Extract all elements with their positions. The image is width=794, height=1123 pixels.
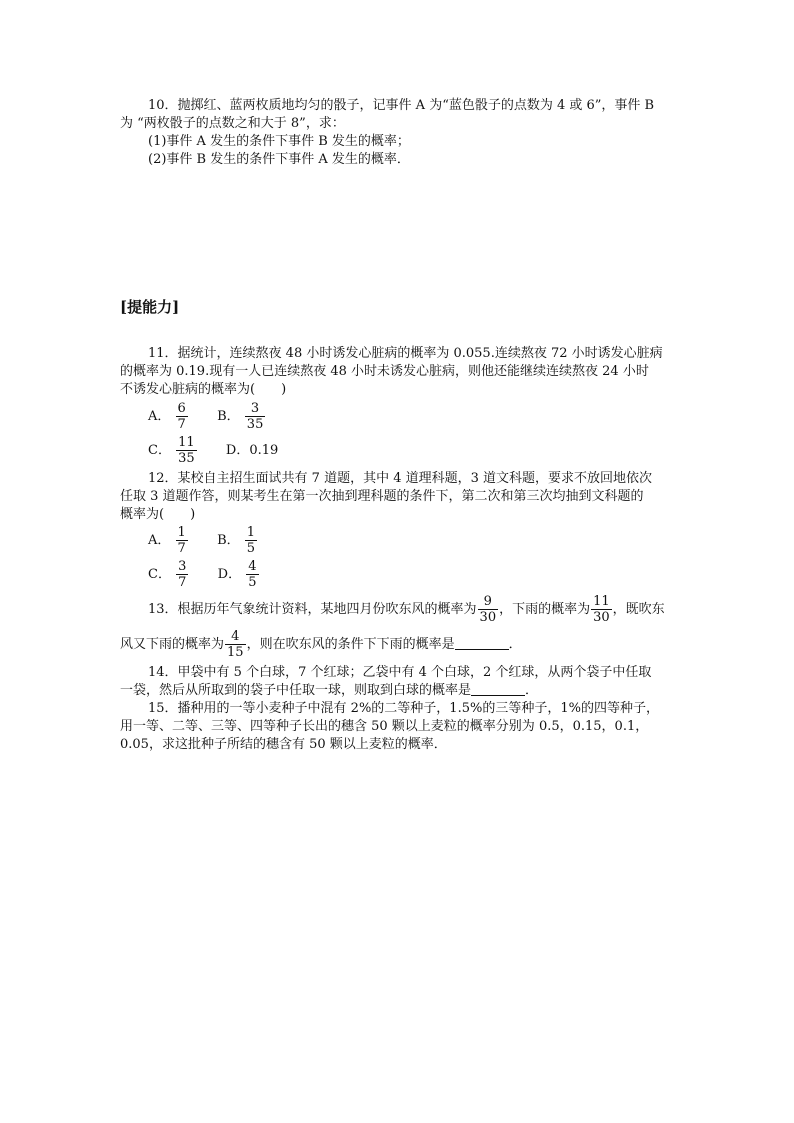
q14-line2 — [120, 682, 538, 700]
q13-f2-num: 11 — [593, 594, 610, 609]
q12-d-num: 4 — [248, 559, 257, 574]
q13-fraction-1 — [478, 594, 499, 625]
q12-option-b-fraction — [245, 525, 257, 556]
q15-line1: 15．播种用的一等小麦种子中混有 2%的二等种子，1.5%的三等种子，1%的四等种子， — [148, 701, 659, 716]
q13-f2-den: 30 — [593, 610, 610, 625]
q11-options-ab — [148, 401, 266, 432]
q13-part3: ，既吹东 — [612, 602, 665, 617]
q15-line2: 用一等、二等、三等、四等种子长出的穗含 50 颗以上麦粒的概率分别为 0.5，0.15，0.1， — [120, 719, 649, 734]
q11-b-den: 35 — [246, 417, 264, 432]
q11-line1: 11．据统计，连续熬夜 48 小时诱发心脏病的概率为 0.055.连续熬夜 72 小时诱发心脏病 — [148, 346, 663, 361]
q14-line2-text: 一袋，然后从所取到的袋子中任取一球，则取到白球的概率是 — [120, 683, 472, 698]
q11-options-cd — [148, 435, 278, 466]
q11-a-num: 6 — [177, 401, 186, 416]
q13-part1: 13．根据历年气象统计资料，某地四月份吹东风的概率为 — [148, 602, 477, 617]
q13-fraction-3 — [225, 629, 246, 660]
q12-option-a-fraction — [176, 525, 188, 556]
q13-line1 — [148, 594, 665, 625]
q13-f3-den: 15 — [227, 645, 244, 660]
q12-option-a-label: A． — [148, 533, 171, 548]
q13-part4: 风又下雨的概率为 — [120, 637, 225, 652]
q13-line2 — [120, 629, 522, 660]
q15-line3: 0.05，求这批种子所结的穗含有 50 颗以上麦粒的概率． — [120, 737, 447, 752]
q13-end: ． — [508, 637, 522, 652]
q10-line1: 10．抛掷红、蓝两枚质地均匀的骰子，记事件 A 为“蓝色骰子的点数为 4 或 6”，事件 B — [148, 98, 655, 113]
q12-option-c-fraction — [176, 559, 188, 590]
q12-c-num: 3 — [178, 559, 187, 574]
q12-d-den: 5 — [248, 575, 257, 590]
q12-options-cd — [148, 559, 260, 590]
q12-options-ab — [148, 525, 258, 556]
q10-sub2: (2)事件 B 发生的条件下事件 A 发生的概率． — [148, 152, 410, 167]
q11-line2: 的概率为 0.19.现有一人已连续熬夜 48 小时未诱发心脏病，则他还能继续连续熬夜 24 小时 — [120, 364, 649, 379]
q11-a-den: 7 — [177, 417, 186, 432]
q12-option-c-label: C． — [148, 567, 171, 582]
q11-c-den: 35 — [178, 451, 195, 466]
q12-c-den: 7 — [178, 575, 187, 590]
q12-line1: 12．某校自主招生面试共有 7 道题，其中 4 道理科题，3 道文科题，要求不放回地依次 — [148, 471, 653, 486]
q12-line3: 概率为( ) — [120, 507, 196, 522]
q12-option-d-label: D． — [217, 567, 242, 582]
q13-part5: ，则在吹东风的条件下下雨的概率是 — [246, 637, 455, 652]
q13-fraction-2 — [591, 594, 612, 625]
q13-answer-blank — [455, 637, 509, 650]
q14-end: ． — [525, 683, 539, 698]
q13-f1-den: 30 — [479, 610, 497, 625]
q11-line3: 不诱发心脏病的概率为( ) — [120, 382, 287, 397]
q11-c-num: 11 — [178, 435, 195, 450]
q11-option-b-label: B． — [217, 409, 240, 424]
q13-f3-num: 4 — [231, 629, 240, 644]
q12-a-num: 1 — [177, 525, 186, 540]
q14-line1: 14．甲袋中有 5 个白球，7 个红球；乙袋中有 4 个白球，2 个红球，从两个袋子中任取 — [148, 665, 652, 680]
q11-b-num: 3 — [250, 401, 260, 416]
q10-line2: 为 “两枚骰子的点数之和大于 8”，求： — [120, 116, 345, 131]
q13-part2: ，下雨的概率为 — [499, 602, 591, 617]
q10-sub1: (1)事件 A 发生的条件下事件 B 发生的概率； — [148, 134, 410, 149]
q11-option-a-label: A． — [148, 409, 171, 424]
q11-option-a-fraction — [176, 401, 188, 432]
q12-option-b-label: B． — [217, 533, 240, 548]
q11-option-c-fraction — [176, 435, 197, 466]
q13-f1-num: 9 — [483, 594, 492, 609]
q11-option-d: D．0.19 — [225, 443, 279, 458]
q12-line2: 任取 3 道题作答，则某考生在第一次抽到理科题的条件下，第二次和第三次均抽到文科题的 — [120, 489, 644, 504]
q14-answer-blank — [471, 683, 525, 696]
q11-option-c-label: C． — [148, 443, 171, 458]
q12-b-den: 5 — [246, 541, 256, 556]
q11-option-b-fraction — [245, 401, 266, 432]
q12-a-den: 7 — [177, 541, 186, 556]
q12-b-num: 1 — [246, 525, 256, 540]
q12-option-d-fraction — [246, 559, 258, 590]
section-heading: [提能力] — [120, 298, 180, 316]
